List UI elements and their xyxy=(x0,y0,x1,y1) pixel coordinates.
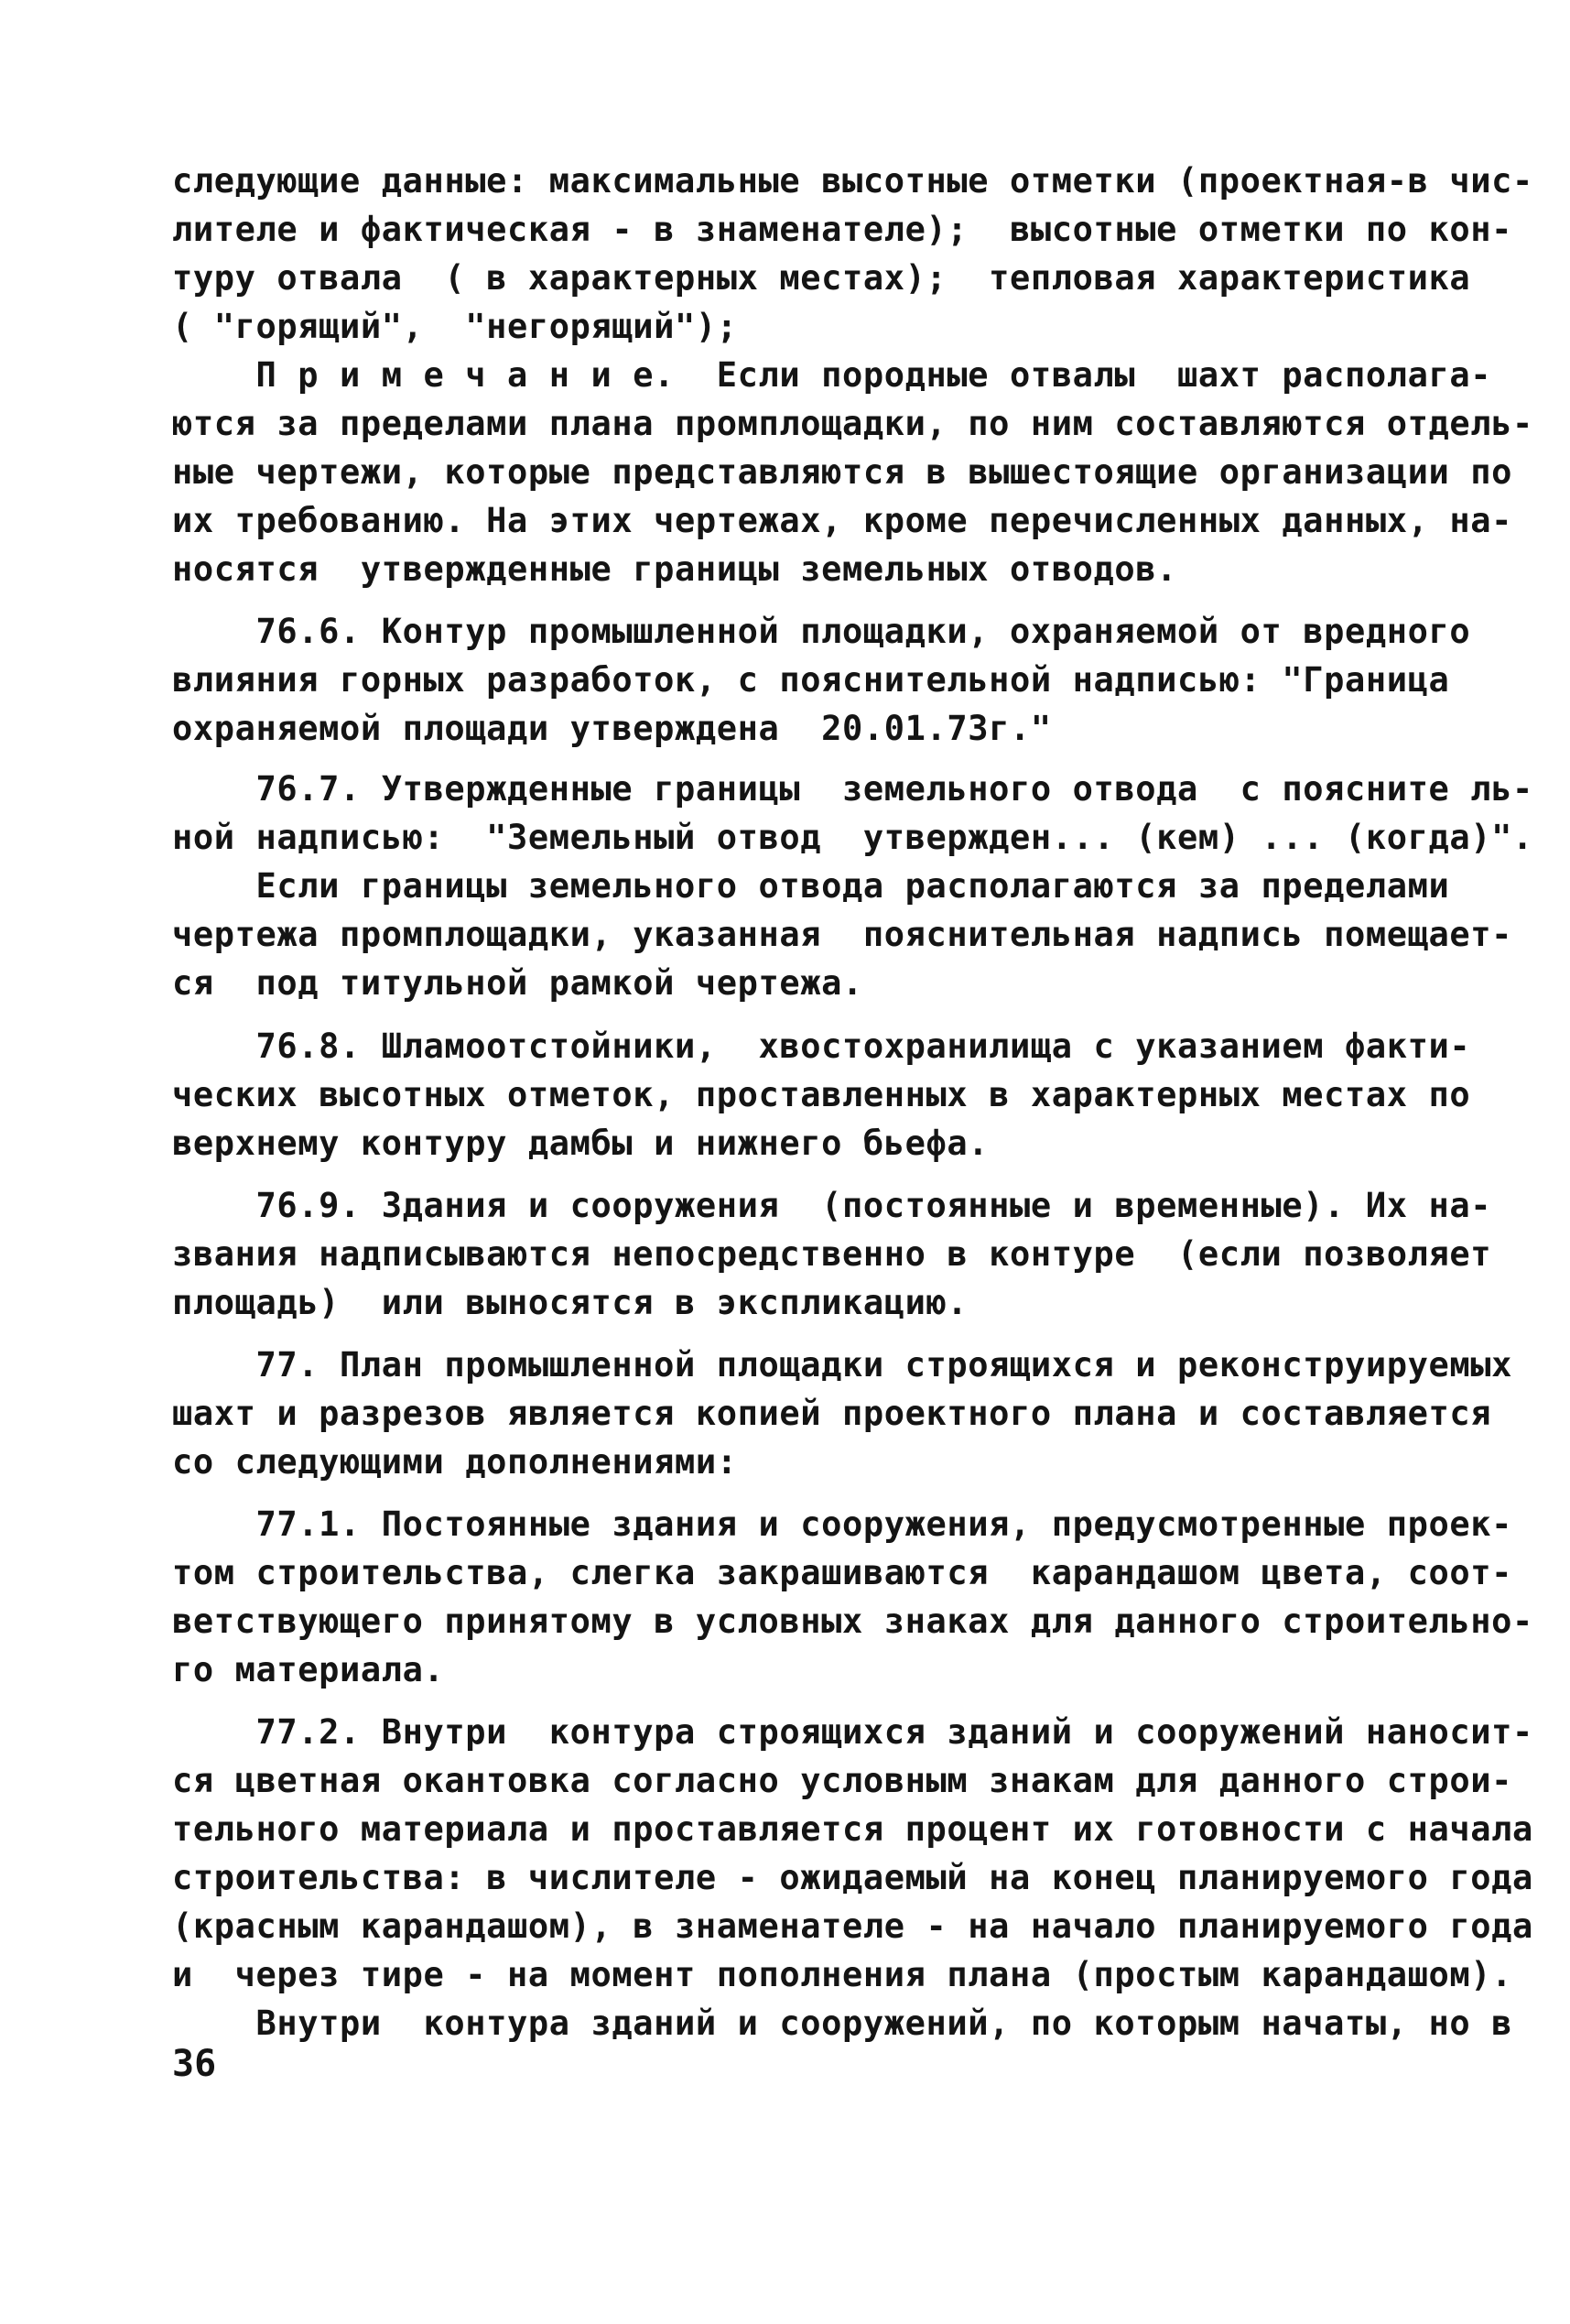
text-line: их требованию. На этих чертежах, кроме перечисленных данных, на- xyxy=(172,501,1513,540)
page-number: 36 xyxy=(172,2043,217,2085)
text-line: 76.8. Шламоотстойники, хвостохранилища с указанием факти- xyxy=(172,1026,1471,1066)
text-line: Внутри контура зданий и сооружений, по которым начаты, но в xyxy=(172,2004,1513,2043)
text-line: ной надписью: "Земельный отвод утвержден... (кем) ... (когда)". xyxy=(172,818,1533,857)
text-line: шахт и разрезов является копией проектного плана и составляется xyxy=(172,1394,1492,1433)
text-line: влияния горных разработок, с пояснительной надписью: "Граница xyxy=(172,660,1450,700)
text-line: ные чертежи, которые представляются в вышестоящие организации по xyxy=(172,452,1513,492)
text-line: строительства: в числителе - ожидаемый на конец планируемого года xyxy=(172,1858,1533,1897)
text-line: лителе и фактическая - в знаменателе); высотные отметки по кон- xyxy=(172,210,1513,249)
text-line: и через тире - на момент пополнения плана (простым карандашом). xyxy=(172,1955,1513,1994)
text-line: ются за пределами плана промплощадки, по ним составляются отдель- xyxy=(172,404,1533,443)
text-line: 77.2. Внутри контура строящихся зданий и сооружений наносит- xyxy=(172,1712,1533,1752)
text-line: верхнему контуру дамбы и нижнего бьефа. xyxy=(172,1124,990,1163)
text-line: ся под титульной рамкой чертежа. xyxy=(172,963,863,1003)
text-line: чертежа промплощадки, указанная пояснительная надпись помещает- xyxy=(172,915,1513,954)
text-line: ся цветная окантовка согласно условным знакам для данного строи- xyxy=(172,1761,1513,1800)
text-line: со следующими дополнениями: xyxy=(172,1442,738,1482)
text-line: туру отвала ( в характерных местах); тепловая характеристика xyxy=(172,258,1471,298)
text-line: ( "горящий", "негорящий"); xyxy=(172,307,738,346)
text-line: площадь) или выносятся в экспликацию. xyxy=(172,1283,969,1322)
text-line: ветствующего принятому в условных знаках для данного строительно- xyxy=(172,1602,1533,1641)
text-line: ческих высотных отметок, проставленных в характерных местах по xyxy=(172,1075,1471,1114)
text-line: (красным карандашом), в знаменателе - на начало планируемого года xyxy=(172,1906,1533,1946)
text-line: П р и м е ч а н и е. Если породные отвалы шахт располага- xyxy=(172,355,1492,395)
text-line: следующие данные: максимальные высотные отметки (проектная-в чис- xyxy=(172,161,1533,201)
text-line: охраняемой площади утверждена 20.01.73г." xyxy=(172,709,1052,748)
text-line: го материала. xyxy=(172,1650,445,1689)
text-line: Если границы земельного отвода располагаются за пределами xyxy=(172,866,1450,906)
text-line: носятся утвержденные границы земельных отводов. xyxy=(172,549,1178,589)
text-line: 76.7. Утвержденные границы земельного отвода с поясните ль- xyxy=(172,769,1533,809)
text-line: звания надписываются непосредственно в контуре (если позволяет xyxy=(172,1234,1492,1274)
text-line: том строительства, слегка закрашиваются карандашом цвета, соот- xyxy=(172,1553,1513,1592)
text-line: 76.9. Здания и сооружения (постоянные и временные). Их на- xyxy=(172,1186,1492,1225)
text-line: тельного материала и проставляется процент их готовности с начала xyxy=(172,1809,1533,1849)
text-line: 76.6. Контур промышленной площадки, охраняемой от вредного xyxy=(172,612,1471,651)
text-line: 77.1. Постоянные здания и сооружения, предусмотренные проек- xyxy=(172,1504,1513,1544)
text-line: 77. План промышленной площадки строящихся и реконструируемых xyxy=(172,1345,1513,1385)
